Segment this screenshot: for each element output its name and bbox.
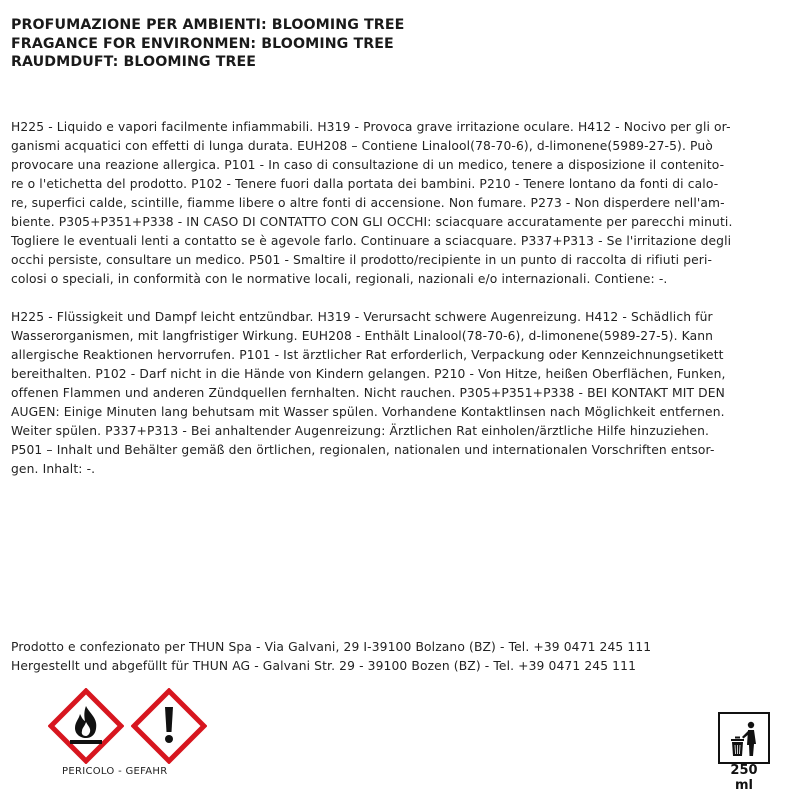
text-line: re, superfici calde, scintille, fiamme libere o altre fonti di accensione. Non fumare. P273 - Non disperdere nell'am- <box>11 196 725 210</box>
producer-german: Hergestellt und abgefüllt für THUN AG - Galvani Str. 29 - 39100 Bozen (BZ) - Tel. +39 0471 245 111 <box>11 659 637 673</box>
ghs-flame-icon <box>48 688 124 764</box>
text-line: allergische Reaktionen hervorrufen. P101 - Ist ärztlicher Rat erforderlich, Verpackung oder Kennzeichnungsetikett <box>11 348 724 362</box>
person-bin-icon <box>718 712 770 764</box>
title-german: RAUDMDUFT: BLOOMING TREE <box>11 54 257 70</box>
text-line: AUGEN: Einige Minuten lang behutsam mit Wasser spülen. Vorhandene Kontaktlinsen nach Möglichkeit entfernen. <box>11 405 725 419</box>
hazard-text-italian <box>11 118 791 289</box>
ghs-exclamation-icon <box>131 688 207 764</box>
volume-unit: ml <box>734 778 753 793</box>
text-line: bereithalten. P102 - Darf nicht in die Hände von Kindern gelangen. P210 - Von Hitze, heißen Oberflächen, Funken, <box>11 367 726 381</box>
text-line: offenen Flammen und anderen Zündquellen fernhalten. Nicht rauchen. P305+P351+P338 - BEI KONTAKT MIT DEN <box>11 386 725 400</box>
product-titles <box>11 16 791 72</box>
text-line: Togliere le eventuali lenti a contatto se è agevole farlo. Continuare a sciacquare. P337+P313 - Se l'irritazione degli <box>11 234 732 248</box>
danger-signal-word: PERICOLO - GEFAHR <box>62 766 168 777</box>
text-line: occhi persiste, consultare un medico. P501 - Smaltire il prodotto/recipiente in un punto di raccolta di rifiuti peri- <box>11 253 713 267</box>
producer-info <box>11 638 791 676</box>
title-english: FRAGANCE FOR ENVIRONMEN: BLOOMING TREE <box>11 35 394 52</box>
text-line: Weiter spülen. P337+P313 - Bei anhaltender Augenreizung: Ärztlichen Rat einholen/ärztliche Hilfe hinzuziehen. <box>11 424 710 438</box>
text-line: Wasserorganismen, mit langfristiger Wirkung. EUH208 - Enthält Linalool(78-70-6), d-limonene(5989-27-5). Kann <box>11 329 714 343</box>
text-line: H225 - Liquido e vapori facilmente infiammabili. H319 - Provoca grave irritazione oculare. H412 - Nocivo per gli or- <box>11 120 731 134</box>
text-line: biente. P305+P351+P338 - IN CASO DI CONTATTO CON GLI OCCHI: sciacquare accuratamente per parecchi minuti. <box>11 215 733 229</box>
text-line: gen. Inhalt: -. <box>11 462 96 476</box>
text-line: colosi o speciali, in conformità con le normative locali, regionali, nazionali e/o internazionali. Contiene: -. <box>11 272 668 286</box>
text-line: P501 – Inhalt und Behälter gemäß den örtlichen, regionalen, nationalen und internationalen Vorschriften entsor- <box>11 443 715 457</box>
volume-label <box>718 763 770 793</box>
text-line: re o l'etichetta del prodotto. P102 - Tenere fuori dalla portata dei bambini. P210 - Tenere lontano da fonti di calo- <box>11 177 719 191</box>
text-line: provocare una reazione allergica. P101 - In caso di consultazione di un medico, tenere a disposizione il contenito- <box>11 158 725 172</box>
hazard-text-german <box>11 308 791 479</box>
volume-amount: 250 <box>730 763 758 778</box>
title-italian: PROFUMAZIONE PER AMBIENTI: BLOOMING TREE <box>11 17 405 33</box>
text-line: ganismi acquatici con effetti di lunga durata. EUH208 – Contiene Linalool(78-70-6), d-limonene(5989-27-5). Può <box>11 139 713 153</box>
text-line: H225 - Flüssigkeit und Dampf leicht entzündbar. H319 - Verursacht schwere Augenreizung. H412 - Schädlich für <box>11 310 713 324</box>
producer-italian: Prodotto e confezionato per THUN Spa - Via Galvani, 29 I-39100 Bolzano (BZ) - Tel. +39 0471 245 111 <box>11 640 652 654</box>
